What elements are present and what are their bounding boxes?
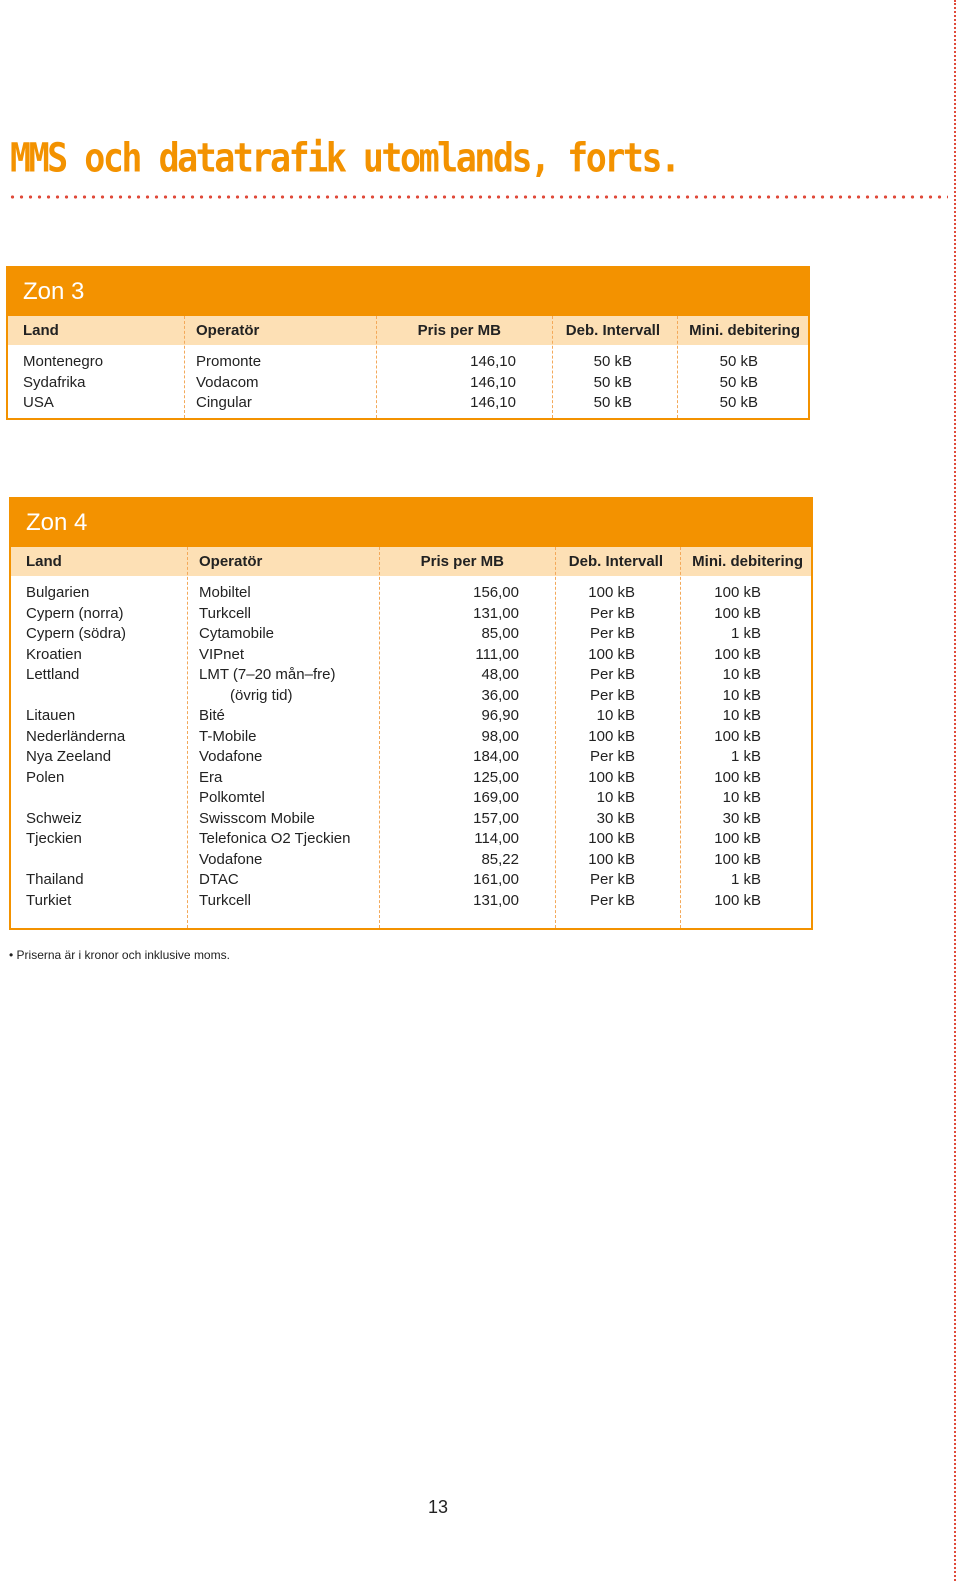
table-row <box>11 624 811 645</box>
column-divider <box>555 547 556 928</box>
cell-deb: 10 kB <box>596 789 635 806</box>
cell-deb: 100 kB <box>588 645 635 663</box>
cell-land: Cypern (södra) <box>26 625 127 642</box>
column-header-operator: Operatör <box>196 322 260 339</box>
column-header-row <box>11 547 811 576</box>
cell-operator: Swisscom Mobile <box>199 809 315 827</box>
cell-pris: 146,10 <box>470 373 516 391</box>
table-row <box>11 788 811 809</box>
table-row <box>8 393 808 414</box>
cell-mini: 50 kB <box>719 353 758 370</box>
cell-mini: 100 kB <box>714 645 761 663</box>
zone-4-body <box>11 547 811 911</box>
cell-deb: 100 kB <box>588 727 635 745</box>
cell-operator: Era <box>199 768 223 786</box>
column-divider <box>379 547 380 928</box>
column-header-pris: Pris per MB <box>420 553 504 570</box>
cell-deb: Per kB <box>589 625 635 642</box>
cell-deb: 50 kB <box>593 394 632 411</box>
table-row <box>11 727 811 748</box>
page-edge-rule <box>954 0 956 1581</box>
column-header-mini: Mini. debitering <box>689 322 800 339</box>
cell-mini: 10 kB <box>722 789 761 806</box>
table-row <box>11 583 811 604</box>
cell-mini: 100 kB <box>714 891 761 909</box>
cell-mini: 100 kB <box>714 584 761 601</box>
table-row <box>11 747 811 768</box>
cell-land: Sydafrika <box>23 373 86 391</box>
cell-pris: 131,00 <box>473 891 519 909</box>
cell-pris: 161,00 <box>473 871 519 888</box>
cell-pris: 114,00 <box>474 830 519 847</box>
cell-operator: Cytamobile <box>199 625 275 642</box>
table-row <box>8 373 808 394</box>
table-row <box>11 870 811 891</box>
column-divider <box>552 316 553 418</box>
cell-pris: 85,00 <box>481 625 519 642</box>
cell-mini: 10 kB <box>722 686 761 704</box>
cell-operator: Vodacom <box>196 373 259 391</box>
page-number: 13 <box>427 1497 449 1517</box>
cell-land: USA <box>23 394 54 411</box>
cell-deb: Per kB <box>589 748 635 765</box>
zone-4-table <box>9 497 813 930</box>
column-header-land: Land <box>23 322 59 339</box>
zone-3-table <box>6 266 810 420</box>
cell-operator: Mobiltel <box>199 584 251 601</box>
cell-land: Lettland <box>26 666 80 683</box>
cell-land: Tjeckien <box>26 830 82 847</box>
cell-land: Turkiet <box>26 891 72 909</box>
cell-operator: Promonte <box>196 353 262 370</box>
cell-deb: 100 kB <box>588 584 635 601</box>
cell-pris: 125,00 <box>473 768 519 786</box>
cell-pris: 169,00 <box>473 789 519 806</box>
cell-operator: Telefonica O2 Tjeckien <box>199 830 351 847</box>
zone-4-title: Zon 4 <box>11 499 811 547</box>
cell-mini: 10 kB <box>722 666 761 683</box>
cell-land: Cypern (norra) <box>26 604 124 622</box>
column-divider <box>677 316 678 418</box>
cell-deb: Per kB <box>589 666 635 683</box>
cell-pris: 156,00 <box>473 584 519 601</box>
table-row <box>11 850 811 871</box>
cell-deb: 100 kB <box>588 850 635 868</box>
table-row <box>11 686 811 707</box>
cell-mini: 100 kB <box>714 830 761 847</box>
cell-deb: Per kB <box>589 891 635 909</box>
cell-mini: 50 kB <box>719 373 758 391</box>
column-header-deb: Deb. Intervall <box>568 553 663 570</box>
cell-pris: 146,10 <box>470 353 516 370</box>
column-header-deb: Deb. Intervall <box>565 322 660 339</box>
cell-mini: 30 kB <box>722 809 761 827</box>
cell-deb: 30 kB <box>596 809 635 827</box>
footnote: • Priserna är i kronor och inklusive moms. <box>9 948 230 962</box>
cell-mini: 100 kB <box>714 604 761 622</box>
cell-operator: DTAC <box>199 871 239 888</box>
cell-land: Polen <box>26 768 65 786</box>
cell-mini: 50 kB <box>719 394 758 411</box>
table-row <box>11 645 811 666</box>
table-row <box>11 604 811 625</box>
column-header-land: Land <box>26 553 62 570</box>
title-dotted-divider <box>8 194 948 200</box>
cell-pris: 111,00 <box>475 645 519 663</box>
cell-operator: Turkcell <box>199 891 251 909</box>
cell-land: Kroatien <box>26 645 82 663</box>
column-divider <box>187 547 188 928</box>
cell-operator: LMT (7–20 mån–fre) <box>199 666 336 683</box>
cell-land: Nederländerna <box>26 727 126 745</box>
cell-mini: 1 kB <box>730 625 761 642</box>
cell-operator: Turkcell <box>199 604 251 622</box>
column-divider <box>680 547 681 928</box>
cell-deb: Per kB <box>589 871 635 888</box>
cell-pris: 157,00 <box>473 809 519 827</box>
table-row <box>11 891 811 912</box>
cell-operator: Polkomtel <box>199 789 265 806</box>
cell-operator: T-Mobile <box>199 727 257 745</box>
zone-3-body <box>8 316 808 414</box>
cell-pris: 131,00 <box>473 604 519 622</box>
cell-land: Thailand <box>26 871 84 888</box>
cell-land: Schweiz <box>26 809 82 827</box>
cell-mini: 100 kB <box>714 768 761 786</box>
table-row <box>11 768 811 789</box>
cell-operator: Bité <box>199 707 225 724</box>
column-header-operator: Operatör <box>199 553 263 570</box>
page-title: MMS och datatrafik utomlands, forts. <box>10 136 679 182</box>
cell-pris: 36,00 <box>481 686 519 704</box>
column-divider <box>184 316 185 418</box>
cell-operator: Vodafone <box>199 748 263 765</box>
cell-operator: VIPnet <box>199 645 245 663</box>
column-header-pris: Pris per MB <box>417 322 501 339</box>
cell-pris: 48,00 <box>481 666 519 683</box>
table-row <box>8 352 808 373</box>
cell-operator: Vodafone <box>199 850 263 868</box>
cell-land: Nya Zeeland <box>26 748 112 765</box>
cell-mini: 100 kB <box>714 727 761 745</box>
zone-3-rows <box>8 345 808 414</box>
cell-deb: 10 kB <box>596 707 635 724</box>
cell-deb: Per kB <box>589 604 635 622</box>
table-row <box>11 809 811 830</box>
cell-pris: 98,00 <box>481 727 519 745</box>
cell-deb: 50 kB <box>593 353 632 370</box>
table-row <box>11 665 811 686</box>
cell-pris: 146,10 <box>470 394 516 411</box>
table-row <box>11 706 811 727</box>
cell-pris: 184,00 <box>473 748 519 765</box>
cell-mini: 1 kB <box>730 748 761 765</box>
cell-deb: 100 kB <box>588 768 635 786</box>
cell-deb: 100 kB <box>588 830 635 847</box>
cell-land: Montenegro <box>23 353 104 370</box>
cell-mini: 100 kB <box>714 850 761 868</box>
cell-land: Bulgarien <box>26 584 90 601</box>
cell-mini: 1 kB <box>730 871 761 888</box>
column-header-mini: Mini. debitering <box>692 553 803 570</box>
cell-operator: (övrig tid) <box>230 686 293 704</box>
cell-mini: 10 kB <box>722 707 761 724</box>
cell-pris: 96,90 <box>481 707 519 724</box>
zone-4-rows <box>11 576 811 911</box>
column-header-row <box>8 316 808 345</box>
cell-deb: 50 kB <box>593 373 632 391</box>
column-divider <box>376 316 377 418</box>
zone-3-title: Zon 3 <box>8 268 808 316</box>
cell-land: Litauen <box>26 707 76 724</box>
cell-operator: Cingular <box>196 394 252 411</box>
cell-deb: Per kB <box>589 686 635 704</box>
table-row <box>11 829 811 850</box>
cell-pris: 85,22 <box>481 850 519 868</box>
